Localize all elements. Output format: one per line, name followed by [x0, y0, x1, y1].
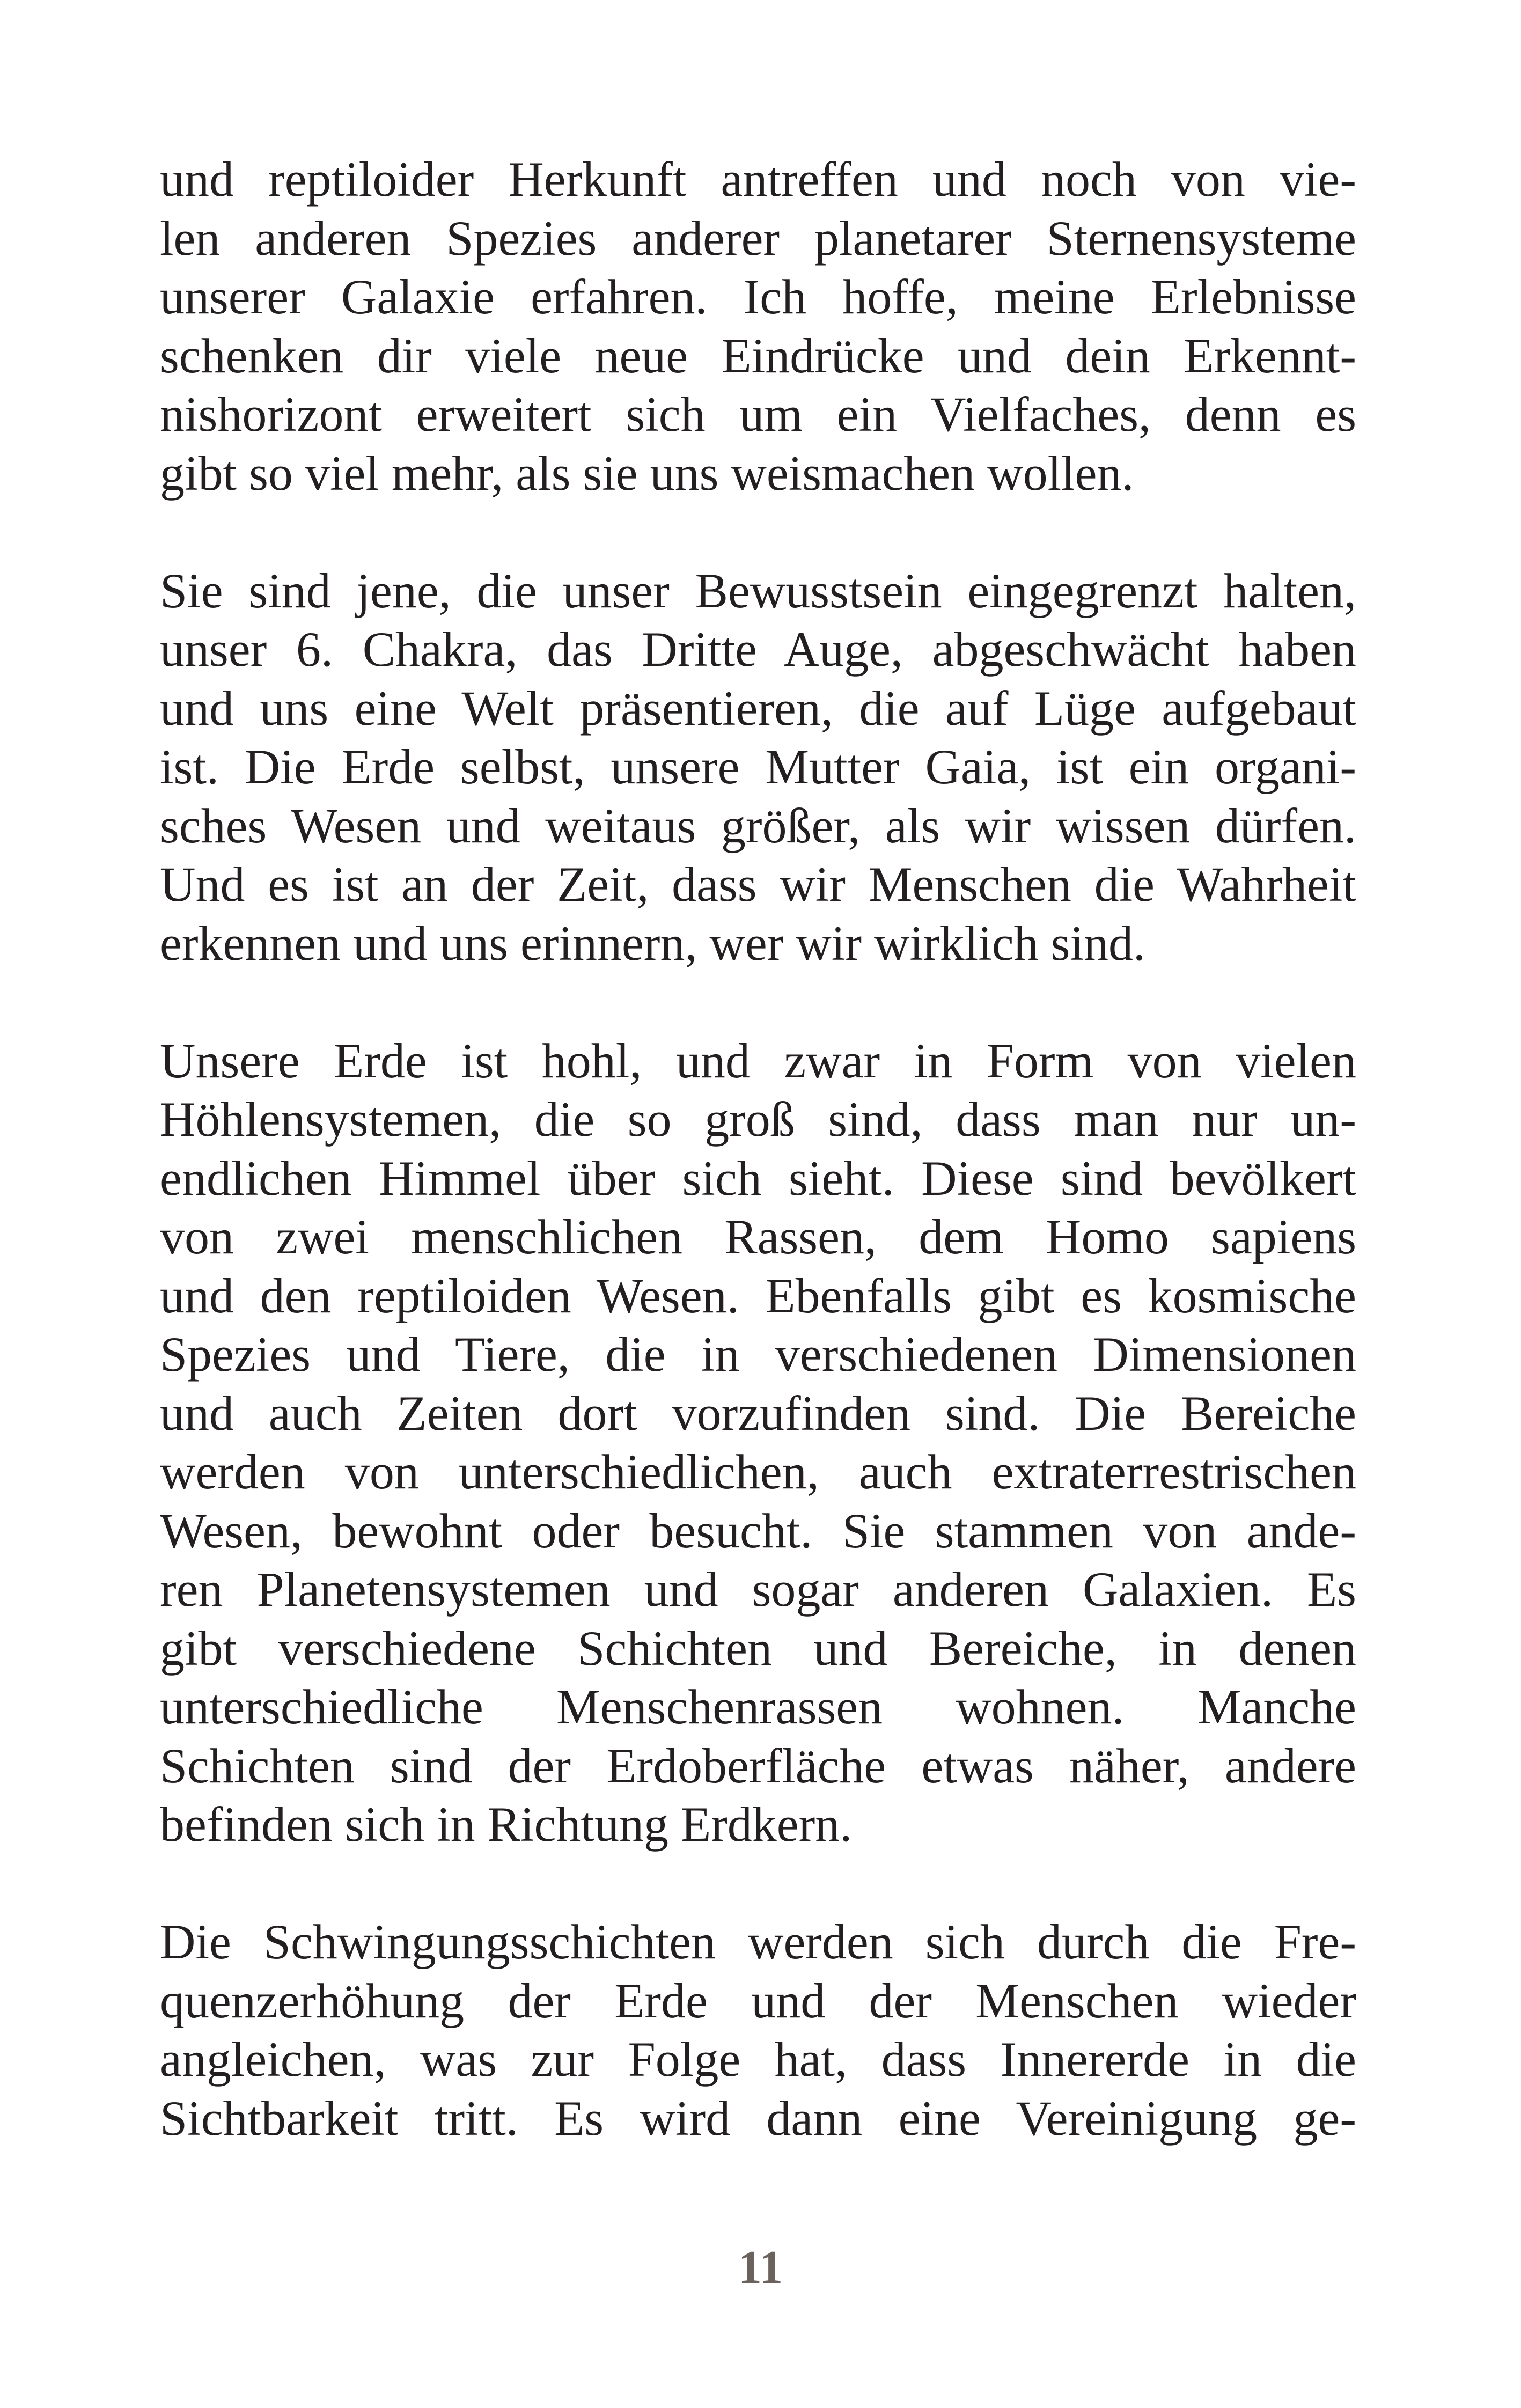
text-line: befinden sich in Richtung Erdkern. [160, 1797, 853, 1852]
text-line: werden von unterschiedlichen, auch extraterrestrischen [160, 1444, 1356, 1499]
paragraph-gap [160, 503, 1356, 562]
text-line: und auch Zeiten dort vorzufinden sind. Die Bereiche [160, 1385, 1356, 1441]
text-line: gibt verschiedene Schichten und Bereiche, in denen [160, 1620, 1356, 1676]
text-line: len anderen Spezies anderer planetarer Sternensysteme [160, 210, 1356, 266]
text-line: und den reptiloiden Wesen. Ebenfalls gibt es kosmische [160, 1268, 1356, 1323]
paragraph [160, 562, 1356, 973]
text-line: Schichten sind der Erdoberfläche etwas näher, andere [160, 1738, 1356, 1793]
text-line: ist. Die Erde selbst, unsere Mutter Gaia, ist ein organi- [160, 739, 1356, 794]
text-line: Unsere Erde ist hohl, und zwar in Form von vielen [160, 1033, 1356, 1088]
text-line: Wesen, bewohnt oder besucht. Sie stammen von ande- [160, 1503, 1356, 1558]
text-line: unterschiedliche Menschenrassen wohnen. Manche [160, 1679, 1356, 1734]
text-line: und reptiloider Herkunft antreffen und noch von vie- [160, 152, 1356, 207]
text-line: Sie sind jene, die unser Bewusstsein eingegrenzt halten, [160, 563, 1356, 618]
text-line: nishorizont erweitert sich um ein Vielfaches, denn es [160, 387, 1356, 442]
text-line: erkennen und uns erinnern, wer wir wirklich sind. [160, 915, 1145, 971]
text-line: unser 6. Chakra, das Dritte Auge, abgeschwächt haben [160, 622, 1356, 677]
text-line: ren Planetensystemen und sogar anderen Galaxien. Es [160, 1562, 1356, 1617]
text-line: quenzerhöhung der Erde und der Menschen wieder [160, 1973, 1356, 2028]
text-line: und uns eine Welt präsentieren, die auf Lüge aufgebaut [160, 680, 1356, 736]
text-line: angleichen, was zur Folge hat, dass Innererde in die [160, 2032, 1356, 2087]
page-number: 11 [738, 2242, 783, 2294]
text-line: Die Schwingungsschichten werden sich durch die Fre- [160, 1914, 1356, 1969]
paragraph [160, 1032, 1356, 1854]
text-line: Höhlensystemen, die so groß sind, dass man nur un- [160, 1092, 1356, 1147]
paragraph [160, 150, 1356, 503]
text-line: Und es ist an der Zeit, dass wir Menschen die Wahrheit [160, 857, 1356, 912]
text-line: unserer Galaxie erfahren. Ich hoffe, meine Erlebnisse [160, 269, 1356, 324]
text-line: von zwei menschlichen Rassen, dem Homo sapiens [160, 1209, 1356, 1264]
text-line: Spezies und Tiere, die in verschiedenen Dimensionen [160, 1327, 1356, 1382]
text-line: endlichen Himmel über sich sieht. Diese sind bevölkert [160, 1150, 1356, 1206]
paragraph-gap [160, 1854, 1356, 1913]
paragraph [160, 1913, 1356, 2148]
text-line: Sichtbarkeit tritt. Es wird dann eine Vereinigung ge- [160, 2090, 1356, 2146]
text-line: gibt so viel mehr, als sie uns weismachen wollen. [160, 445, 1134, 501]
paragraph-gap [160, 973, 1356, 1032]
text-line: sches Wesen und weitaus größer, als wir wissen dürfen. [160, 798, 1356, 853]
text-line: schenken dir viele neue Eindrücke und dein Erkennt- [160, 328, 1356, 383]
body-text [160, 150, 1356, 2148]
